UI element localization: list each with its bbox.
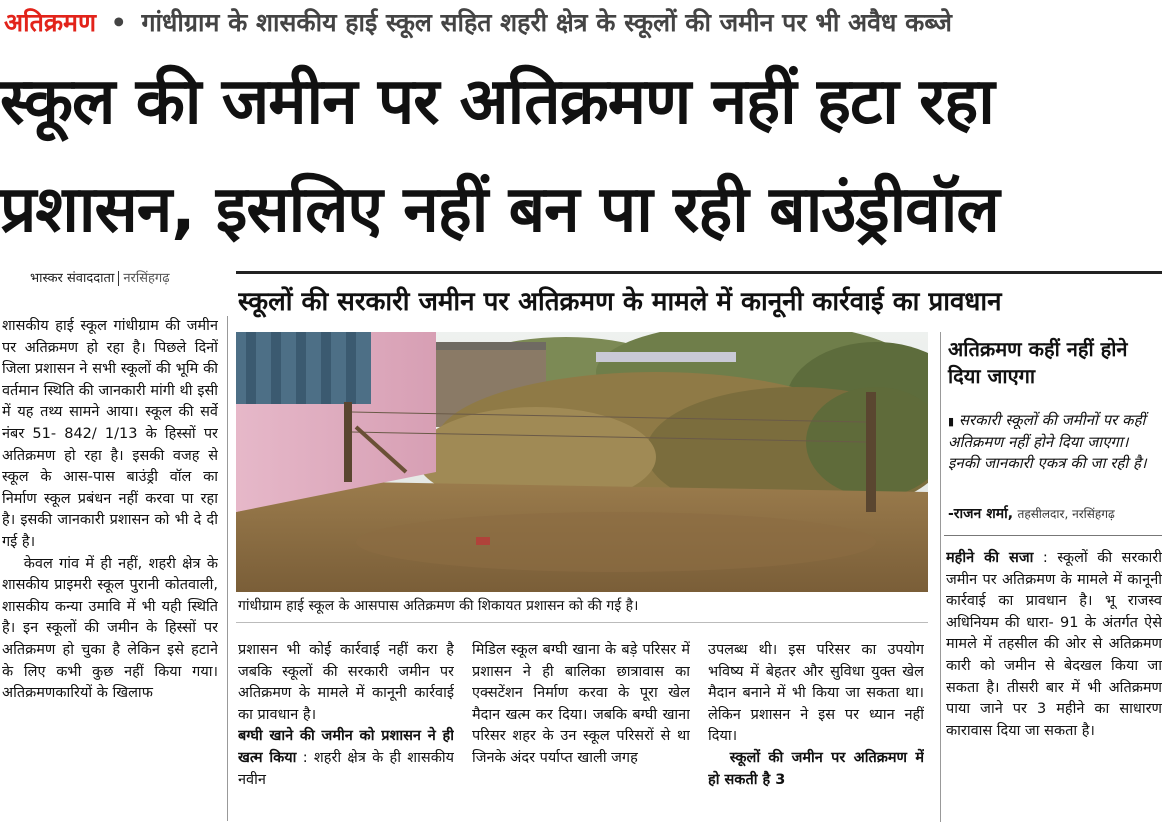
- article-paragraph: शासकीय हाई स्कूल गांधीग्राम की जमीन पर अतिक्रमण हो रहा है। पिछले दिनों जिला प्रशासन ने सभी स्कूलों की भूमि की वर्तमान स्थिति की जानकारी मांगी थी इसी में यह तथ्य सामने आया। स्कूल की सर्वे नंबर 51- 842/ 1/13 के हिस्सों पर अतिक्रमण हो रहा है। इसकी वजह से स्कूल के आस-पास बाउंड्री वॉल का निर्माण स्कूल प्रबंधन नहीं करवा पा रहा है। इसकी जानकारी प्रशासन को भी दे दी गई है।: [2, 318, 218, 550]
- quote-heading: अतिक्रमण कहीं नहीं होने दिया जाएगा: [948, 337, 1128, 388]
- article-column-4: [708, 640, 924, 820]
- kicker-text: गांधीग्राम के शासकीय हाई स्कूल सहित शहरी क्षेत्र के स्कूलों की जमीन पर भी अवैध कब्जे: [141, 8, 952, 37]
- quote-text: सरकारी स्कूलों की जमीनों पर कहीं अतिक्रमण नहीं होने दिया जाएगा। इनकी जानकारी एकत्र की जा रही है।: [948, 411, 1147, 472]
- kicker-line: [4, 4, 1162, 42]
- article-paragraph: प्रशासन भी कोई कार्रवाई नहीं करा है जबकि स्कूलों की सरकारी जमीन पर अतिक्रमण के मामले में कानूनी कार्रवाई का प्रावधान है।: [238, 642, 454, 723]
- article-paragraph: मिडिल स्कूल बग्घी खाना के बड़े परिसर में प्रशासन ने ही बालिका छात्रावास का एक्सटेंशन निर्माण करवा के पूरा खेल मैदान खत्म कर दिया। जबकि बग्घी खाना परिसर शहर के उन स्कूल परिसरों से था जिनके अंदर पर्याप्त खाली जगह: [472, 642, 690, 766]
- photo-caption: गांधीग्राम हाई स्कूल के आसपास अतिक्रमण की शिकायत प्रशासन को की गई है।: [238, 598, 639, 614]
- article-subheading: महीने की सजा: [946, 550, 1034, 566]
- column-divider: [227, 316, 228, 821]
- quote-marker-icon: ▮: [948, 415, 955, 428]
- article-column-2: [238, 640, 454, 820]
- article-paragraph: उपलब्ध थी। इस परिसर का उपयोग भविष्य में बेहतर और सुविधा युक्त खेल मैदान बनाने में भी किया जा सकता था। लेकिन प्रशासन ने इस पर ध्यान नहीं दिया।: [708, 642, 924, 745]
- article-column-3: [472, 640, 690, 820]
- quote-author: -राजन शर्मा,: [948, 506, 1014, 522]
- article-paragraph: : स्कूलों की सरकारी जमीन पर अतिक्रमण के मामले में कानूनी कार्रवाई का प्रावधान है। भू राजस्व अधिनियम की धारा- 91 के अंतर्गत ऐसे मामले में तहसील की ओर से अतिक्रमण कारी को जमीन से बेदखल किया जा सकता है। तीसरी बार में भी अतिक्रमण पाया जाने पर 3 महीने का साधारण कारावास दिया जा सकता है।: [946, 550, 1162, 739]
- subhead: स्कूलों की सरकारी जमीन पर अतिक्रमण के मामले में कानूनी कार्रवाई का प्रावधान: [238, 287, 1002, 317]
- headline-line-2: प्रशासन, इसलिए नहीं बन पा रही बाउंड्रीवॉल: [0, 173, 999, 247]
- caption-rule: [236, 622, 928, 623]
- article-column-1: [2, 316, 218, 821]
- byline-place: नरसिंहगढ़: [123, 271, 170, 286]
- article-subheading: स्कूलों की जमीन पर अतिक्रमण में हो सकती है 3: [708, 749, 924, 788]
- quote-author-role: तहसीलदार, नरसिंहगढ़: [1017, 507, 1115, 521]
- article-paragraph: केवल गांव में ही नहीं, शहरी क्षेत्र के शासकीय प्राइमरी स्कूल पुरानी कोतवाली, शासकीय कन्या उमावि में भी यही स्थिति है। इन स्कूलों की जमीन के हिस्सों पर अतिक्रमण हो चुका है लेकिन इसे हटाने के लिए कभी कुछ नहीं किया गया। अतिक्रमणकारियों के खिलाफ: [2, 555, 218, 702]
- headline-line-1: स्कूल की जमीन पर अतिक्रमण नहीं हटा रहा: [0, 65, 994, 139]
- subhead-rule: [236, 271, 1162, 274]
- quote-body: [948, 410, 1160, 474]
- article-column-5: [946, 548, 1162, 820]
- byline-reporter: भास्कर संवाददाता: [30, 271, 115, 286]
- byline: [30, 268, 230, 286]
- quote-rule: [944, 535, 1162, 536]
- article-paragraph: : शहरी क्षेत्र के ही शासकीय नवीन: [238, 749, 454, 788]
- column-divider: [940, 332, 941, 822]
- kicker-bullet: •: [110, 8, 127, 37]
- quote-attribution: [948, 504, 1162, 523]
- kicker-tag: अतिक्रमण: [4, 8, 97, 37]
- news-photo: [236, 332, 928, 592]
- article-subheading: बग्घी खाने की जमीन को प्रशासन ने ही खत्म किया: [238, 728, 454, 766]
